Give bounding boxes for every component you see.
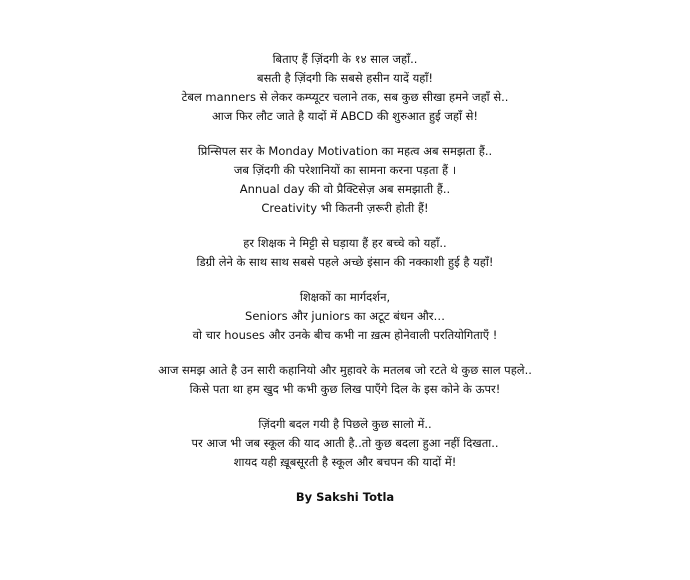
stanza-4 (0, 288, 690, 345)
author-byline: By Sakshi Totla (295, 490, 395, 504)
poem-line: जब ज़िंदगी की परेशानियों का सामना करना पड़ता हैं । (233, 163, 457, 177)
poem-line: प्रिन्सिपल सर के Monday Motivation का महत्व अब समझता हैं.. (197, 144, 493, 158)
poem-line: Creativity भी कितनी ज़रूरी होती हैं! (261, 201, 429, 215)
poem-line: किसे पता था हम खुद भी कभी कुछ लिख पाएँगे दिल के इस कोने के ऊपर! (189, 382, 501, 396)
poem-line: पर आज भी जब स्कूल की याद आती है..तो कुछ बदला हुआ नहीं दिखता.. (191, 436, 499, 450)
poem-line: बसती है ज़िंदगी कि सबसे हसीन यादें यहाँ! (257, 71, 433, 85)
poem-line: टेबल manners से लेकर कम्प्यूटर चलाने तक, सब कुछ सीखा हमने जहाँ से.. (181, 90, 509, 104)
stanza-6 (0, 415, 690, 472)
stanza-3 (0, 234, 690, 272)
poem-line: शायद यही ख़ूबसूरती है स्कूल और बचपन की यादों में! (233, 455, 457, 469)
poem-line: Seniors और juniors का अटूट बंधन और… (245, 309, 445, 323)
poem-line: आज फिर लौट जाते है यादों में ABCD की शुरुआत हुई जहाँ से! (211, 109, 479, 123)
stanza-2 (0, 142, 690, 218)
poem-line: ज़िंदगी बदल गयी है पिछले कुछ सालो में.. (258, 417, 432, 431)
stanza-1 (0, 50, 690, 126)
poem-line: आज समझ आते है उन सारी कहानियो और मुहावरे के मतलब जो रटते थे कुछ साल पहले.. (158, 363, 532, 377)
poem-line: डिग्री लेने के साथ साथ सबसे पहले अच्छे इंसान की नक्काशी हुई है यहाँ! (196, 255, 494, 269)
poem-line: शिक्षकों का मार्गदर्शन, (299, 290, 391, 304)
poem (0, 50, 690, 507)
stanza-5 (0, 361, 690, 399)
poem-line: हर शिक्षक ने मिट्टी से घड़ाया हैं हर बच्चे को यहाँ.. (243, 236, 447, 250)
poem-line: बिताए हैं ज़िंदगी के १४ साल जहाँ.. (272, 52, 418, 66)
poem-line: वो चार houses और उनके बीच कभी ना ख़त्म होनेवाली परतियोगिताएँ ! (192, 328, 498, 342)
poem-line: Annual day की वो प्रैक्टिसेज़ अब समझाती हैं.. (239, 182, 451, 196)
